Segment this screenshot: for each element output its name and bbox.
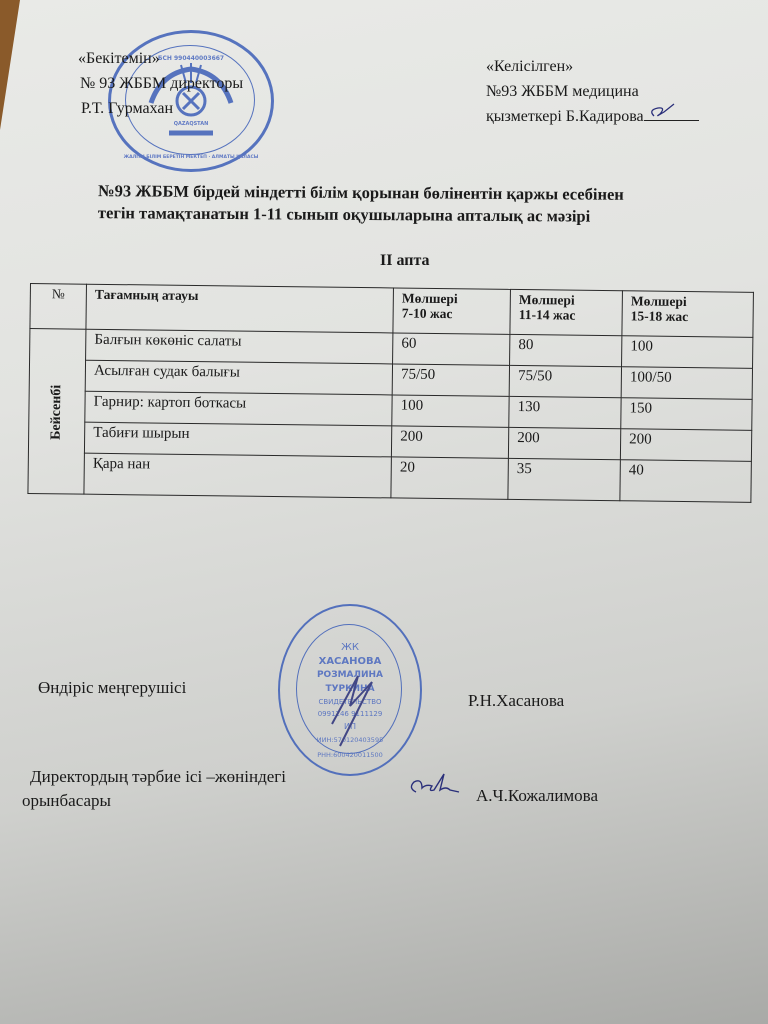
kitchen-seal-line-3: ТУРКИНА	[325, 684, 375, 694]
day-cell	[28, 329, 86, 495]
portion-15-18: 200	[620, 429, 751, 462]
header-dish-name: Тағамның атауы	[86, 284, 394, 333]
header-num: №	[30, 284, 87, 330]
header-portion-15-18: Мөлшері 15-18 жас	[622, 291, 753, 338]
kitchen-seal-line-1: ХАСАНОВА	[318, 656, 382, 667]
school-seal-ring-text: ЖАЛПЫ БІЛІМ БЕРЕТІН МЕКТЕП · АЛМАТЫ ҚАЛАСЫ	[123, 155, 259, 160]
school-seal-bin: БСН 990440003667	[157, 55, 225, 62]
kitchen-signature	[280, 606, 420, 774]
kitchen-seal-stamp	[278, 604, 422, 776]
portion-15-18: 40	[620, 460, 751, 503]
kitchen-seal-rnn: РНН:600420011500	[317, 751, 383, 759]
day-label: Бейсенбі	[48, 384, 65, 440]
deputy-director-role	[22, 765, 286, 813]
approval-line-2: № 93 ЖББМ директоры	[80, 75, 244, 92]
deputy-signature	[404, 770, 464, 800]
agreement-line-3: қызметкері Б.Кадирова	[486, 108, 644, 125]
title-line-2: тегін тамақтанатын 1-11 сынып оқушыларына апталық ас мәзірі	[97, 203, 591, 226]
approval-block	[78, 46, 243, 121]
agreement-line-2: №93 ЖББМ медицина	[486, 83, 639, 100]
portion-15-18: 100	[622, 336, 753, 369]
portion-11-14: 80	[510, 334, 622, 366]
portion-11-14: 35	[508, 458, 620, 500]
dish-name: Қара нан	[84, 453, 391, 498]
kitchen-seal-line-5: 0991246 9111129	[317, 710, 383, 718]
portion-15-18: 100/50	[621, 367, 752, 400]
dish-name: Табиғи шырын	[85, 422, 392, 457]
table-row	[28, 452, 751, 502]
kitchen-seal-inn: ИИН:570120403595	[316, 736, 384, 744]
deputy-role-line-1: Директордың тәрбие ісі –жөніндегі	[30, 767, 286, 786]
dish-name: Гарнир: картоп боткасы	[85, 391, 392, 426]
portion-7-10: 20	[391, 457, 508, 499]
header-portion-11-14: Мөлшері 11-14 жас	[510, 289, 623, 335]
portion-7-10: 200	[391, 426, 508, 458]
portion-11-14: 130	[509, 396, 621, 428]
school-seal-center: QAZAQSTAN	[173, 121, 209, 127]
document-title	[98, 180, 624, 228]
kitchen-seal-line-6: ИП	[344, 722, 356, 731]
production-head-role: Өндіріс меңгерушісі	[38, 678, 187, 697]
kitchen-seal-line-4: СВИДЕТЕЛЬСТВО	[318, 698, 382, 706]
portion-7-10: 60	[393, 333, 510, 365]
portion-15-18: 150	[621, 398, 752, 431]
medic-signature	[644, 106, 699, 121]
deputy-role-line-2: орынбасары	[22, 791, 111, 810]
portion-11-14: 75/50	[509, 365, 621, 397]
dish-name: Асылған судак балығы	[85, 360, 392, 395]
production-head-name: Р.Н.Хасанова	[468, 691, 565, 710]
portion-11-14: 200	[508, 427, 620, 459]
approval-line-1: «Бекітемін»	[78, 50, 160, 67]
agreement-line-1: «Келісілген»	[486, 58, 574, 75]
menu-table	[27, 283, 754, 503]
deputy-director-name: А.Ч.Кожалимова	[476, 786, 599, 805]
header-portion-7-10: Мөлшері 7-10 жас	[393, 288, 511, 334]
kitchen-seal-top: ЖК	[341, 642, 359, 653]
dish-name: Балғын көкөніс салаты	[86, 329, 393, 364]
week-label: II апта	[380, 252, 430, 269]
title-line-1: №93 ЖББМ бірдей міндетті білім қорынан бөлінентін қаржы есебінен	[98, 181, 624, 204]
approval-line-3: Р.Т. Гурмахан	[81, 100, 174, 117]
portion-7-10: 100	[392, 395, 509, 427]
kitchen-seal-line-2: РОЗМАЛИНА	[316, 670, 384, 680]
portion-7-10: 75/50	[392, 364, 509, 396]
agreement-block	[486, 54, 699, 129]
